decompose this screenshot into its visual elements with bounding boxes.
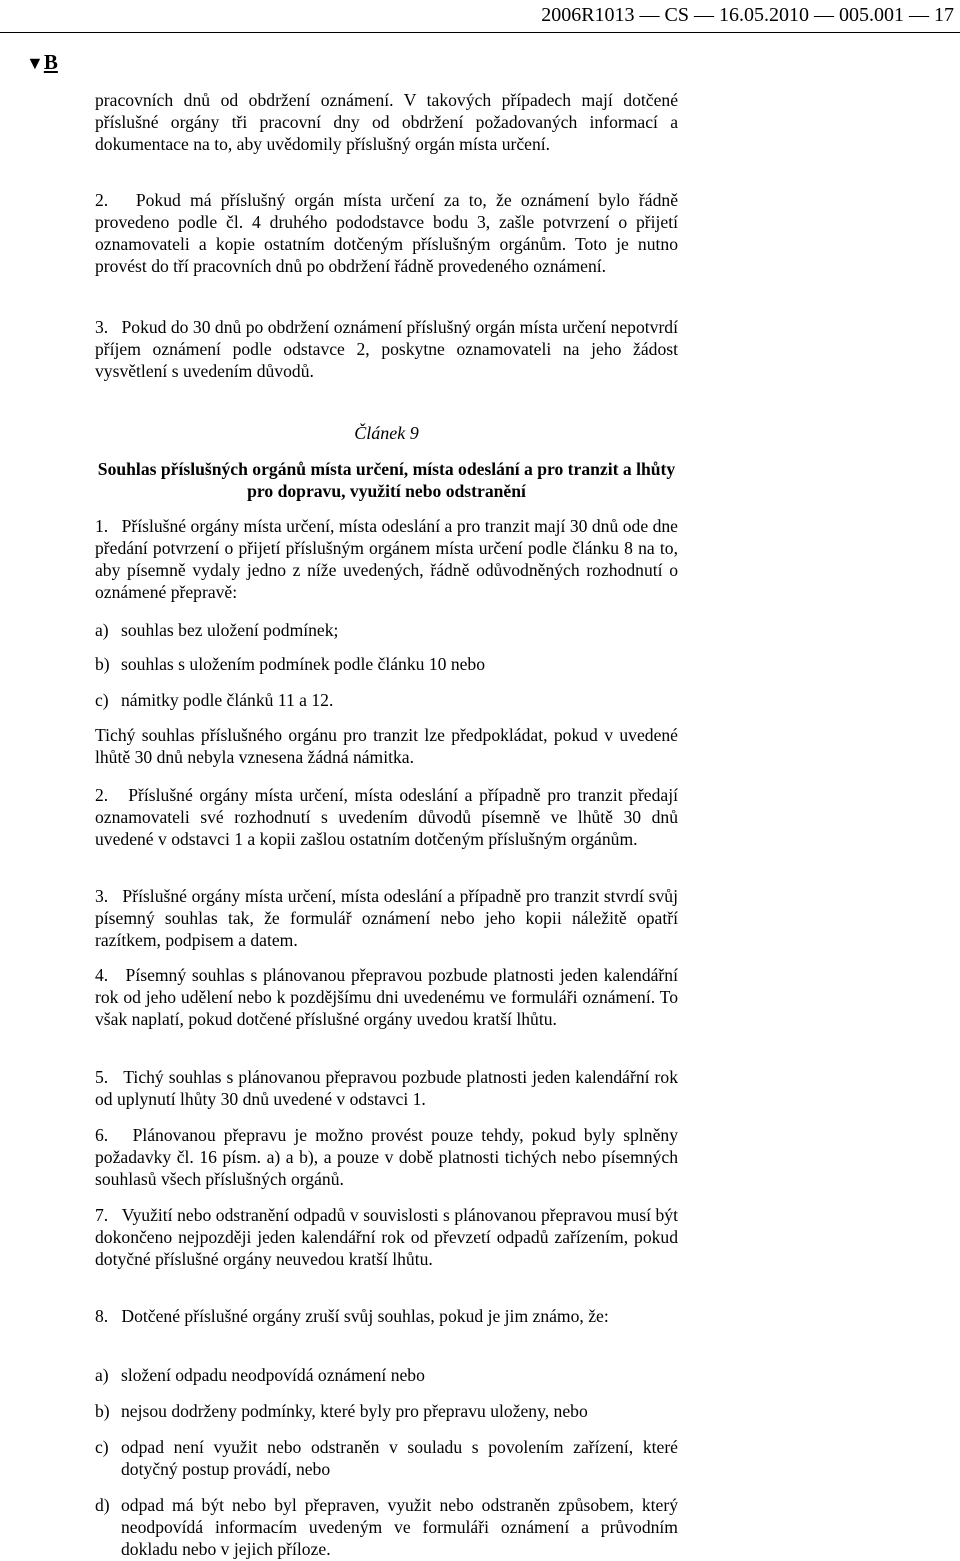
list-item — [95, 653, 678, 675]
paragraph-number: 7. — [95, 1205, 109, 1225]
list-text: souhlas bez uložení podmínek; — [121, 620, 339, 640]
paragraph-number: 3. — [95, 317, 109, 337]
paragraph-text: Využití nebo odstranění odpadů v souvislosti s plánovanou přepravou musí být dokončeno nejpozději jeden kalendářní rok od převzetí odpadů zařízením, pokud dotyčné příslušné orgány neuvedou kratší lhůtu. — [95, 1205, 678, 1269]
list-text: odpad má být nebo byl přepraven, využit nebo odstraněn způsobem, který neodpovídá informacím uvedeným ve formuláři oznámení a průvodním dokladu nebo v jejich příloze. — [121, 1495, 678, 1559]
article-paragraph-8 — [95, 1305, 678, 1327]
paragraph-text: Příslušné orgány místa určení, místa odeslání a případně pro tranzit stvrdí svůj písemný souhlas tak, že formulář oznámení nebo jeho kopii náležitě opatří razítkem, podpisem a datem. — [95, 886, 678, 950]
list-item — [95, 689, 678, 711]
document-reference: 2006R1013 — CS — 16.05.2010 — 005.001 — 17 — [541, 4, 954, 26]
list-label: d) — [95, 1495, 110, 1515]
list-item — [95, 1436, 678, 1480]
list-text: složení odpadu neodpovídá oznámení nebo — [121, 1365, 425, 1385]
article-paragraph-1 — [95, 515, 678, 603]
list-label: b) — [95, 1401, 110, 1421]
paragraph-number: 4. — [95, 965, 109, 985]
list-text: námitky podle článků 11 a 12. — [121, 690, 334, 710]
article-paragraph-7 — [95, 1204, 678, 1270]
paragraph-text: Tichý souhlas s plánovanou přepravou pozbude platnosti jeden kalendářní rok od uplynutí lhůty 30 dnů uvedené v odstavci 1. — [95, 1067, 678, 1109]
list-item — [95, 1364, 678, 1386]
paragraph-text: Příslušné orgány místa určení, místa odeslání a případně pro tranzit předají oznamovateli své rozhodnutí s uvedením důvodů písemně ve lhůtě 30 dnů uvedené v odstavci 1 a kopii zašlou ostatním dotčeným příslušným orgánům. — [95, 785, 678, 849]
list-item — [95, 1494, 678, 1560]
paragraph-text: Tichý souhlas příslušného orgánu pro tranzit lze předpokládat, pokud v uvedené lhůtě 30 dnů nebyla vznesena žádná námitka. — [95, 725, 678, 767]
paragraph-text: Pokud má příslušný orgán místa určení za to, že oznámení bylo řádně provedeno podle čl. 4 druhého pododstavce bodu 3, zašle potvrzení o přijetí oznamovateli a kopie ostatním dotčeným příslušným orgánům. Toto je nutno provést do tří pracovních dnů po obdržení řádně provedeného oznámení. — [95, 190, 678, 276]
list-label: a) — [95, 1365, 109, 1385]
paragraph-number: 8. — [95, 1306, 109, 1326]
paragraph-number: 6. — [95, 1125, 109, 1145]
paragraph-3 — [95, 316, 678, 382]
paragraph-text: Písemný souhlas s plánovanou přepravou pozbude platnosti jeden kalendářní rok od jeho udělení nebo k pozdějšímu dni uvedenému ve formuláři oznámení. To však naplatí, pokud dotčené příslušné orgány uvedou kratší lhůtu. — [95, 965, 678, 1029]
article-paragraph-4 — [95, 964, 678, 1030]
paragraph-number: 2. — [95, 190, 109, 210]
header-rule — [0, 32, 960, 33]
list-label: c) — [95, 1437, 109, 1457]
paragraph-continuation — [95, 89, 678, 155]
amendment-marker — [26, 50, 58, 75]
list-label: c) — [95, 690, 109, 710]
tacit-consent-paragraph — [95, 724, 678, 768]
list-item — [95, 619, 678, 641]
paragraph-text: pracovních dnů od obdržení oznámení. V takových případech mají dotčené příslušné orgány tři pracovní dny od obdržení požadovaných informací a dokumentace na to, aby uvědomily příslušný orgán místa určení. — [95, 90, 678, 154]
paragraph-2 — [95, 189, 678, 277]
paragraph-number: 1. — [95, 516, 109, 536]
list-label: b) — [95, 654, 110, 674]
page-header — [0, 0, 960, 30]
article-heading: Souhlas příslušných orgánů místa určení, místa odeslání a pro tranzit a lhůty pro dopravu, využití nebo odstranění — [97, 459, 676, 501]
marker-letter: B — [43, 50, 58, 74]
list-item — [95, 1400, 678, 1422]
article-paragraph-2 — [95, 784, 678, 850]
article-paragraph-6 — [95, 1124, 678, 1190]
triangle-marker-icon: ▼ — [26, 53, 44, 73]
paragraph-text: Příslušné orgány místa určení, místa odeslání a pro tranzit mají 30 dnů ode dne předání potvrzení o přijetí příslušným orgánem místa určení podle článku 8 na to, aby písemně vydaly jedno z níže uvedených, řádně odůvodněných rozhodnutí o oznámené přepravě: — [95, 516, 678, 602]
article-title: Článek 9 — [354, 423, 419, 443]
list-label: a) — [95, 620, 109, 640]
paragraph-text: Dotčené příslušné orgány zruší svůj souhlas, pokud je jim známo, že: — [121, 1306, 609, 1326]
list-text: souhlas s uložením podmínek podle článku 10 nebo — [121, 654, 486, 674]
list-text: odpad není využit nebo odstraněn v souladu s povolením zařízení, které dotyčný postup provádí, nebo — [121, 1437, 678, 1479]
article-paragraph-3 — [95, 885, 678, 951]
paragraph-text: Plánovanou přepravu je možno provést pouze tehdy, pokud byly splněny požadavky čl. 16 písm. a) a b), a pouze v době platnosti tichých nebo písemných souhlasů všech příslušných orgánů. — [95, 1125, 678, 1189]
paragraph-text: Pokud do 30 dnů po obdržení oznámení příslušný orgán místa určení nepotvrdí příjem oznámení podle odstavce 2, poskytne oznamovateli na jeho žádost vysvětlení s uvedením důvodů. — [95, 317, 678, 381]
paragraph-number: 3. — [95, 886, 109, 906]
paragraph-number: 2. — [95, 785, 109, 805]
list-text: nejsou dodrženy podmínky, které byly pro přepravu uloženy, nebo — [121, 1401, 588, 1421]
article-paragraph-5 — [95, 1066, 678, 1110]
paragraph-number: 5. — [95, 1067, 109, 1087]
